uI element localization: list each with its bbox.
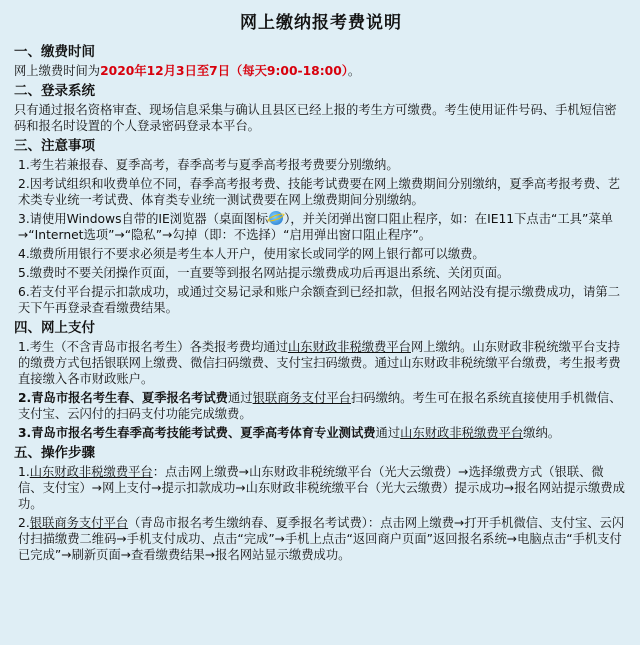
step-item-1-pre: 1.: [18, 465, 30, 479]
unionpay-platform-step-link[interactable]: 银联商务支付平台: [29, 516, 129, 530]
shandong-platform-link-2[interactable]: 山东财政非税缴费平台: [400, 426, 524, 440]
shandong-platform-step-link[interactable]: 山东财政非税缴费平台: [29, 465, 153, 479]
section-heading-payment-time: 一、缴费时间: [14, 44, 95, 60]
note-item-3: [18, 211, 628, 243]
unionpay-platform-link[interactable]: 银联商务支付平台: [252, 391, 351, 405]
section-heading-online-payment: 四、网上支付: [14, 320, 95, 336]
step-item-1: [18, 464, 628, 512]
payment-item-1-a: 1.考生（不含青岛市报名考生）各类报考费均通过: [18, 340, 288, 354]
payment-time-post: 。: [347, 64, 361, 78]
note-item-2: 2.因考试组织和收费单位不同，春季高考报考费、技能考试费要在网上缴费期间分别缴纳，夏季高考报考费、艺术类专业统一考试费、体育类专业统一测试费要在网上缴费期间分别缴纳。: [18, 177, 620, 207]
page-title: 网上缴纳报考费说明: [240, 13, 402, 33]
note-item-5: 5.缴费时不要关闭操作页面，一直要等到报名网站提示缴费成功后再退出系统、关闭页面。: [18, 266, 510, 280]
payment-item-1-b: 网上缴纳。山东财政非税统缴平台支持的缴费方式包括银联网上缴费、微信扫码缴费、支付宝扫码缴费。通过山东财政非税统缴平台缴费，考生报考费直接缴入各市财政账户。: [18, 340, 621, 386]
payment-item-3-b: 缴纳。: [523, 426, 561, 440]
step-item-2-text: （青岛市报名考生缴纳春、夏季报名考试费）：点击网上缴费→打开手机微信、支付宝、云闪付扫描缴费二维码→手机支付成功、点击“完成”→手机上点击“返回商户页面”返回报名系统→电脑点击“手机支付已完成”→刷新页面→查看缴费结果→报名网站显示缴费成功。: [18, 516, 625, 562]
note-item-1: 1.考生若兼报春、夏季高考，春季高考与夏季高考报考费要分别缴纳。: [18, 158, 399, 172]
payment-time-text: [14, 63, 628, 79]
payment-item-3: [18, 425, 628, 441]
note-item-6: 6.若支付平台提示扣款成功，或通过交易记录和账户余额查到已经扣款，但报名网站没有提示缴费成功，请第二天下午再登录查看缴费结果。: [18, 285, 620, 315]
section-heading-notes: 三、注意事项: [14, 138, 95, 154]
payment-item-3-a: 通过: [375, 426, 401, 440]
payment-item-1: [18, 339, 628, 387]
note-item-3-post: ），并关闭弹出窗口阻止程序，如：在IE11下点击“工具”菜单→“Internet选项”→“隐私”→勾掉（即：不选择）“启用弹出窗口阻止程序”。: [18, 212, 613, 242]
payment-item-2-bold: 2.青岛市报名考生春、夏季报名考试费: [18, 391, 228, 405]
section-heading-steps: 五、操作步骤: [14, 445, 95, 461]
step-item-2-pre: 2.: [18, 516, 30, 530]
ie-browser-icon: [269, 211, 283, 225]
payment-time-dates: 2020年12月3日至7日（每天9:00-18:00）: [100, 64, 348, 78]
note-item-4: 4.缴费所用银行不要求必须是考生本人开户，使用家长或同学的网上银行都可以缴费。: [18, 247, 485, 261]
shandong-platform-link[interactable]: 山东财政非税缴费平台: [287, 340, 411, 354]
section-heading-login: 二、登录系统: [14, 83, 95, 99]
payment-item-2-a: 通过: [227, 391, 253, 405]
step-item-1-text: ：点击网上缴费→山东财政非税统缴平台（光大云缴费）→选择缴费方式（银联、微信、支付宝）→网上支付→提示扣款成功→山东财政非税统缴平台（光大云缴费）提示成功→报名网站提示缴费成功。: [18, 465, 625, 511]
payment-time-pre: 网上缴费时间为: [14, 64, 101, 78]
payment-item-3-bold: 3.青岛市报名考生春季高考技能考试费、夏季高考体育专业测试费: [18, 426, 376, 440]
note-item-3-pre: 3.请使用Windows自带的IE浏览器（桌面图标: [18, 212, 269, 226]
payment-item-2: [18, 390, 628, 422]
login-text: 只有通过报名资格审查、现场信息采集与确认且县区已经上报的考生方可缴费。考生使用证件号码、手机短信密码和报名时设置的个人登录密码登录本平台。: [14, 103, 617, 133]
payment-item-2-b: 扫码缴纳。考生可在报名系统直接使用手机微信、支付宝、云闪付的扫码支付功能完成缴费。: [18, 391, 622, 421]
step-item-2: [18, 515, 628, 563]
